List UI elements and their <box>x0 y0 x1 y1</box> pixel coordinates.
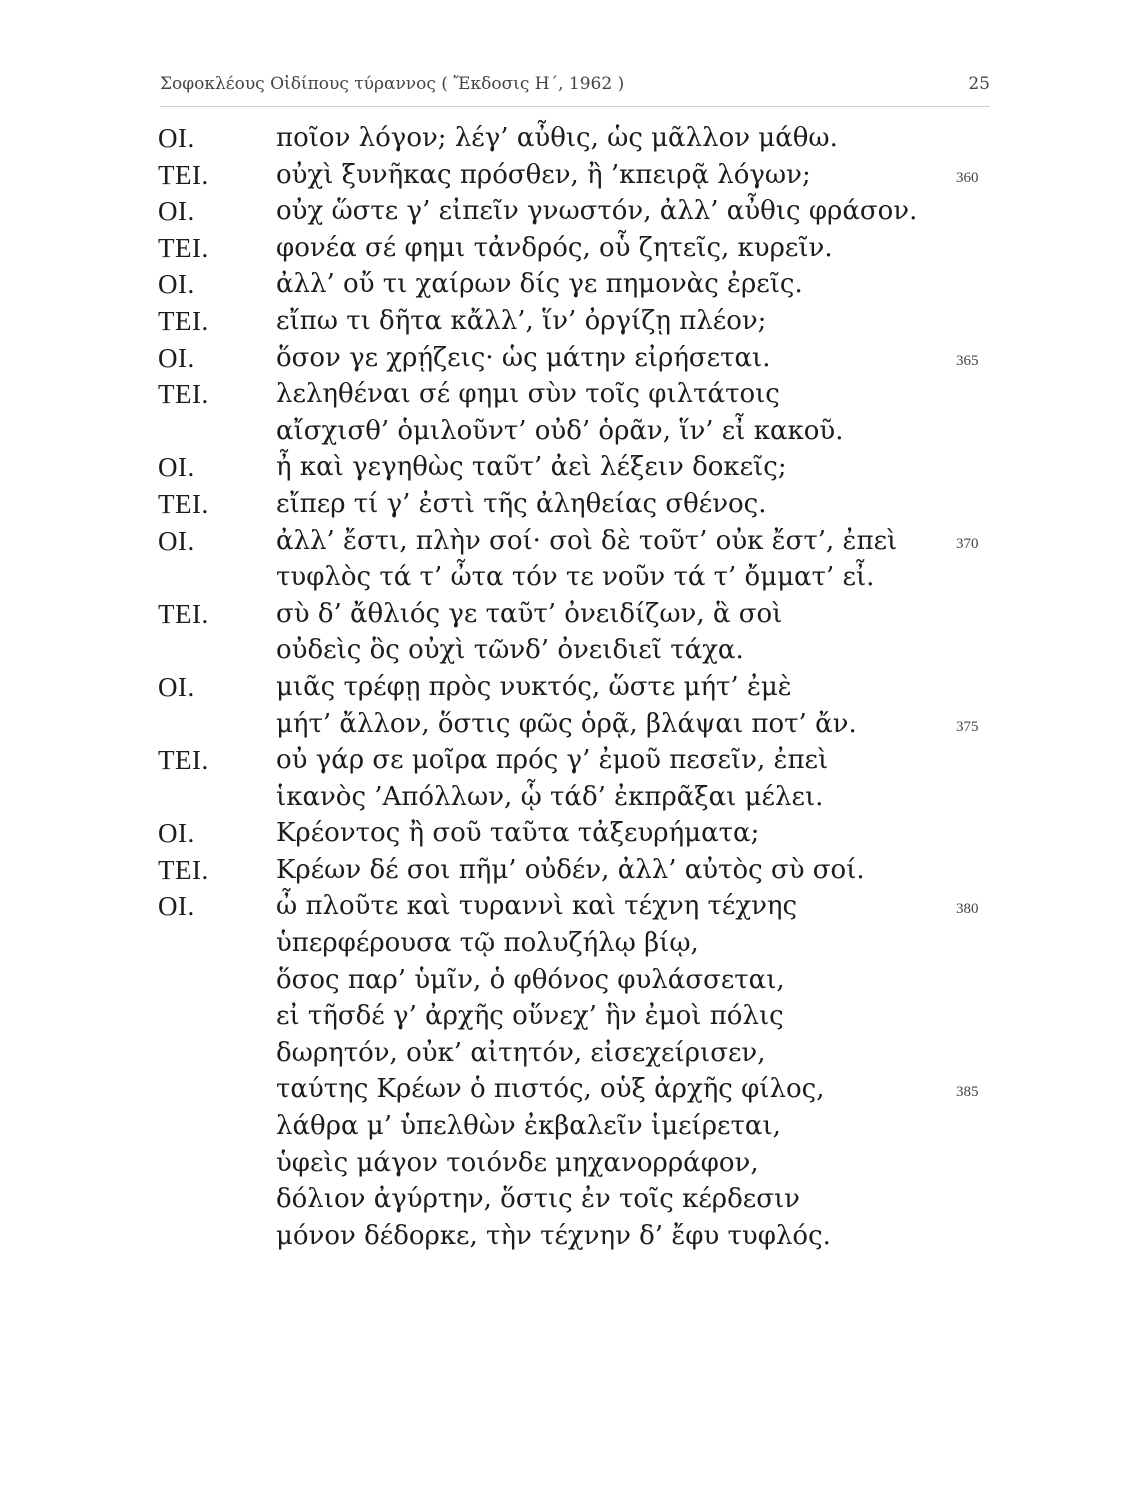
verse-line-text: εἴπω τι δῆτα κἄλλ’, ἵν’ ὀργίζῃ πλέον; <box>276 305 767 336</box>
speaker-label: ΟΙ. <box>158 342 195 373</box>
verse-line <box>0 266 1128 303</box>
speaker-label: ΟΙ. <box>158 196 195 227</box>
speaker-label: ΟΙ. <box>158 123 195 153</box>
verse-line-text: ποῖον λόγον; λέγ’ αὖθις, ὡς μᾶλλον μάθω. <box>276 123 838 153</box>
verse-line <box>0 706 1128 743</box>
running-header <box>160 74 990 104</box>
verse-line-text: ὑπερφέρουσα τῷ πολυζήλῳ βίῳ, <box>276 928 699 959</box>
header-title: Σοφοκλέους Οἰδίπους τύραννος ( Ἔκδοσις Η΄, 1962 ) <box>160 74 625 94</box>
verse-line <box>0 1035 1128 1072</box>
speaker-label: ΤΕΙ. <box>158 488 209 519</box>
page-number: 25 <box>968 74 990 94</box>
verse-line-text: μήτ’ ἄλλον, ὅστις φῶς ὁρᾷ, βλάψαι ποτ’ ἄν. <box>276 708 857 739</box>
verse-line-text: μιᾶς τρέφῃ πρὸς νυκτός, ὥστε μήτ’ ἐμὲ <box>276 671 792 702</box>
verse-line-text: μόνον δέδορκε, τὴν τέχνην δ’ ἔφυ τυφλός. <box>276 1220 831 1251</box>
line-number: 375 <box>956 718 979 735</box>
verse-line-text: Κρέων δέ σοι πῆμ’ οὐδέν, ἀλλ’ αὐτὸς σὺ σοί. <box>276 854 865 885</box>
speaker-label: ΟΙ. <box>158 671 195 702</box>
speaker-label: ΤΕΙ. <box>158 305 209 336</box>
verse-line <box>0 669 1128 706</box>
verse-line <box>0 157 1128 194</box>
verse-line-text: ὦ πλοῦτε καὶ τυραννὶ καὶ τέχνη τέχνης <box>276 891 798 922</box>
verse-line <box>0 779 1128 816</box>
verse-line-text: εἴπερ τί γ’ ἐστὶ τῆς ἀληθείας σθένος. <box>276 488 767 519</box>
verse-line <box>0 449 1128 486</box>
verse-line <box>0 596 1128 633</box>
verse-line <box>0 1108 1128 1145</box>
verse-line <box>0 303 1128 340</box>
verse-line <box>0 1071 1128 1108</box>
header-divider <box>160 106 990 107</box>
line-number: 370 <box>956 535 979 552</box>
verse-line <box>0 523 1128 560</box>
verse-line <box>0 852 1128 889</box>
verse-line-text: ἦ καὶ γεγηθὼς ταῦτ’ ἀεὶ λέξειν δοκεῖς; <box>276 452 787 483</box>
speaker-label: ΤΕΙ. <box>158 598 209 629</box>
verse-line <box>0 962 1128 999</box>
verse-line <box>0 998 1128 1035</box>
verse-line-text: ὑφεὶς μάγον τοιόνδε μηχανορράφον, <box>276 1147 759 1178</box>
verse-line <box>0 888 1128 925</box>
verse-line <box>0 413 1128 450</box>
verse-line <box>0 376 1128 413</box>
verse-line <box>0 559 1128 596</box>
verse-line <box>0 1145 1128 1182</box>
verse-line-text: φονέα σέ φημι τἀνδρός, οὗ ζητεῖς, κυρεῖν. <box>276 232 833 263</box>
verse-line-text: δωρητόν, οὐκ’ αἰτητόν, εἰσεχείρισεν, <box>276 1037 766 1068</box>
verse-line-text: ἀλλ’ οὔ τι χαίρων δίς γε πημονὰς ἐρεῖς. <box>276 269 803 300</box>
speaker-label: ΤΕΙ. <box>158 232 209 263</box>
verse-line <box>0 1218 1128 1255</box>
line-number: 380 <box>956 901 979 918</box>
verse-line <box>0 340 1128 377</box>
speaker-label: ΤΕΙ. <box>158 379 209 410</box>
verse-line-text: Κρέοντος ἢ σοῦ ταῦτα τἀξευρήματα; <box>276 818 760 849</box>
verse-line-text: τυφλὸς τά τ’ ὦτα τόν τε νοῦν τά τ’ ὄμματ’ εἶ. <box>276 562 875 593</box>
line-number: 385 <box>956 1084 979 1101</box>
speaker-label: ΟΙ. <box>158 269 195 300</box>
verse-line-text: λεληθέναι σέ φημι σὺν τοῖς φιλτάτοις <box>276 379 780 410</box>
verse-line <box>0 742 1128 779</box>
line-number: 360 <box>956 169 979 186</box>
speaker-label: ΤΕΙ. <box>158 854 209 885</box>
speaker-label: ΤΕΙ. <box>158 159 209 190</box>
verse-line-text: δόλιον ἀγύρτην, ὅστις ἐν τοῖς κέρδεσιν <box>276 1184 800 1215</box>
verse-line <box>0 925 1128 962</box>
speaker-label: ΟΙ. <box>158 818 195 849</box>
verse-text <box>0 120 1128 1254</box>
verse-line-text: ἀλλ’ ἔστι, πλὴν σοί· σοὶ δὲ τοῦτ’ οὐκ ἔστ’, ἐπεὶ <box>276 525 898 556</box>
verse-line-text: ὅσος παρ’ ὑμῖν, ὁ φθόνος φυλάσσεται, <box>276 964 785 995</box>
verse-line-text: οὐδεὶς ὃς οὐχὶ τῶνδ’ ὀνειδιεῖ τάχα. <box>276 635 744 666</box>
verse-line <box>0 1181 1128 1218</box>
speaker-label: ΟΙ. <box>158 525 195 556</box>
speaker-label: ΟΙ. <box>158 891 195 922</box>
verse-line <box>0 230 1128 267</box>
speaker-label: ΤΕΙ. <box>158 745 209 776</box>
verse-line-text: ἱκανὸς ’Απόλλων, ᾧ τάδ’ ἐκπρᾶξαι μέλει. <box>276 781 824 812</box>
verse-line-text: αἴσχισθ’ ὁμιλοῦντ’ οὐδ’ ὁρᾶν, ἵν’ εἶ κακοῦ. <box>276 415 844 446</box>
verse-line <box>0 120 1128 157</box>
verse-line-text: οὐ γάρ σε μοῖρα πρός γ’ ἐμοῦ πεσεῖν, ἐπεὶ <box>276 745 829 776</box>
verse-line-text: εἰ τῆσδέ γ’ ἀρχῆς οὕνεχ’ ἣν ἐμοὶ πόλις <box>276 1001 784 1032</box>
verse-line <box>0 632 1128 669</box>
verse-line <box>0 486 1128 523</box>
verse-line <box>0 815 1128 852</box>
verse-line-text: οὐχ ὥστε γ’ εἰπεῖν γνωστόν, ἀλλ’ αὖθις φράσον. <box>276 196 918 227</box>
line-number: 365 <box>956 352 979 369</box>
verse-line-text: ταύτης Κρέων ὁ πιστός, οὑξ ἀρχῆς φίλος, <box>276 1074 825 1105</box>
verse-line-text: σὺ δ’ ἄθλιός γε ταῦτ’ ὀνειδίζων, ἃ σοὶ <box>276 598 783 629</box>
verse-line <box>0 193 1128 230</box>
speaker-label: ΟΙ. <box>158 452 195 483</box>
verse-line-text: λάθρα μ’ ὑπελθὼν ἐκβαλεῖν ἱμείρεται, <box>276 1111 781 1142</box>
verse-line-text: οὐχὶ ξυνῆκας πρόσθεν, ἢ ’κπειρᾷ λόγων; <box>276 159 811 190</box>
verse-line-text: ὅσον γε χρῄζεις· ὡς μάτην εἰρήσεται. <box>276 342 771 373</box>
